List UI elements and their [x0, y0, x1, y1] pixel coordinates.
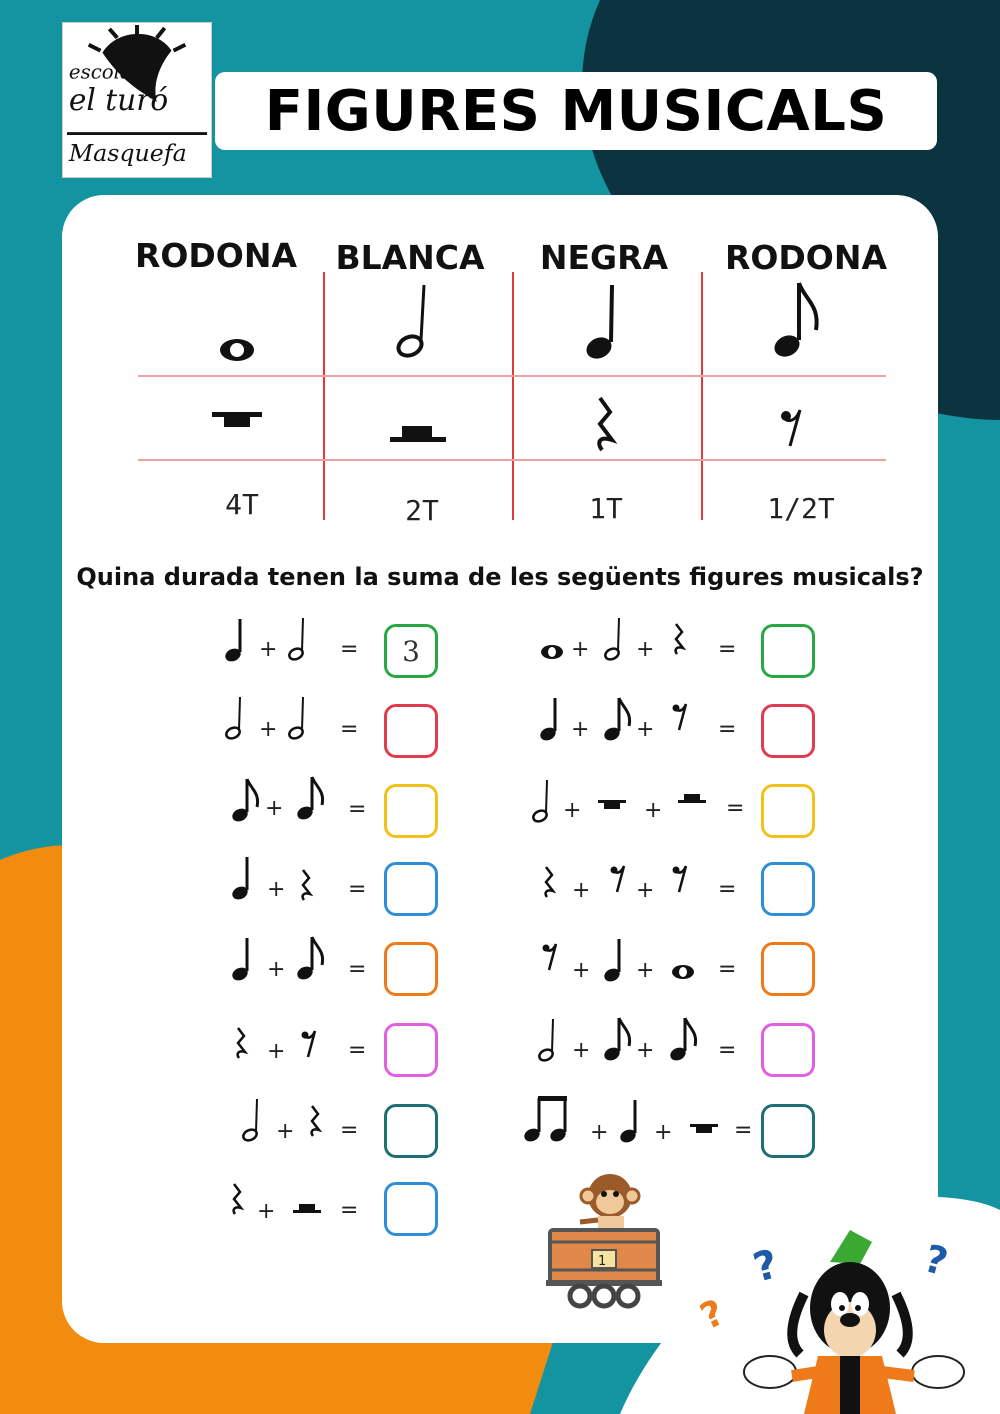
svg-text:+: +: [590, 1120, 609, 1145]
svg-text:+: +: [654, 1120, 673, 1145]
answer-box[interactable]: [384, 1104, 438, 1158]
eighth-rest-icon: [781, 410, 800, 446]
svg-text:=: =: [340, 1198, 359, 1223]
answer-box[interactable]: [384, 704, 438, 758]
page-title: FIGURES MUSICALS: [264, 78, 888, 144]
svg-text:=: =: [726, 796, 745, 821]
svg-text:+: +: [636, 958, 655, 983]
svg-text:+: +: [572, 878, 591, 903]
svg-text:+: +: [572, 958, 591, 983]
quarter-rest-icon: [599, 398, 612, 450]
svg-text:+: +: [267, 1039, 286, 1064]
svg-text:+: +: [265, 796, 284, 821]
logo-text-1: escola: [68, 60, 132, 84]
whole-note-icon: [220, 339, 254, 361]
svg-text:+: +: [636, 1038, 655, 1063]
duration-rodona: 4T: [225, 488, 259, 521]
answer-box[interactable]: [761, 704, 815, 758]
svg-text:?: ?: [694, 1292, 731, 1339]
svg-text:+: +: [257, 1199, 276, 1224]
answer-box[interactable]: [761, 624, 815, 678]
duration-negra: 1T: [589, 492, 623, 525]
whole-rest-icon: [212, 412, 262, 427]
svg-text:+: +: [636, 637, 655, 662]
svg-text:+: +: [636, 878, 655, 903]
svg-text:=: =: [348, 877, 367, 902]
svg-text:+: +: [259, 717, 278, 742]
svg-text:=: =: [718, 877, 737, 902]
duration-corxera: 1/2T: [767, 492, 835, 525]
answer-box[interactable]: [384, 942, 438, 996]
svg-text:=: =: [340, 717, 359, 742]
answer-box[interactable]: [384, 1023, 438, 1077]
answer-box[interactable]: [384, 1182, 438, 1236]
header-negra: NEGRA: [539, 238, 669, 277]
svg-text:+: +: [571, 717, 590, 742]
answer-box[interactable]: [761, 784, 815, 838]
goofy-character-icon: [694, 1222, 1000, 1414]
svg-text:+: +: [636, 717, 655, 742]
svg-text:?: ?: [919, 1236, 953, 1285]
half-rest-icon: [390, 426, 446, 442]
answer-box[interactable]: [384, 862, 438, 916]
svg-text:=: =: [718, 637, 737, 662]
svg-text:=: =: [340, 1118, 359, 1143]
answer-box[interactable]: [761, 942, 815, 996]
question-text: Quina durada tenen la suma de les següents figures musicals?: [76, 563, 924, 591]
svg-text:+: +: [644, 798, 663, 823]
svg-text:=: =: [718, 1038, 737, 1063]
header-rodona-2: RODONA: [724, 238, 888, 277]
half-note-icon: [395, 285, 424, 359]
svg-text:+: +: [267, 877, 286, 902]
wagon-label: 1: [598, 1254, 607, 1269]
svg-text:+: +: [571, 637, 590, 662]
svg-text:+: +: [572, 1038, 591, 1063]
svg-text:=: =: [348, 1038, 367, 1063]
monkey-cart-icon: [540, 1168, 670, 1314]
svg-text:=: =: [718, 717, 737, 742]
quarter-note-icon: [583, 285, 615, 363]
logo-text-3: Masquefa: [68, 139, 187, 168]
svg-text:=: =: [348, 797, 367, 822]
answer-box[interactable]: [761, 862, 815, 916]
svg-text:?: ?: [748, 1241, 784, 1292]
answer-box[interactable]: 3: [384, 624, 438, 678]
svg-text:=: =: [734, 1118, 753, 1143]
svg-text:=: =: [348, 957, 367, 982]
logo-text-2: el turó: [68, 82, 169, 117]
exercise-figures: [0, 600, 1000, 1250]
answer-box[interactable]: [761, 1023, 815, 1077]
duration-blanca: 2T: [405, 494, 439, 527]
answer-box[interactable]: [384, 784, 438, 838]
header-blanca: BLANCA: [335, 238, 485, 277]
svg-text:+: +: [259, 637, 278, 662]
header-rodona: RODONA: [134, 236, 298, 275]
answer-box[interactable]: [761, 1104, 815, 1158]
svg-text:=: =: [340, 637, 359, 662]
eighth-note-icon: [771, 283, 817, 361]
svg-text:+: +: [563, 798, 582, 823]
svg-text:+: +: [267, 957, 286, 982]
figures-table: [0, 0, 1000, 560]
svg-text:=: =: [718, 957, 737, 982]
svg-text:+: +: [276, 1119, 295, 1144]
